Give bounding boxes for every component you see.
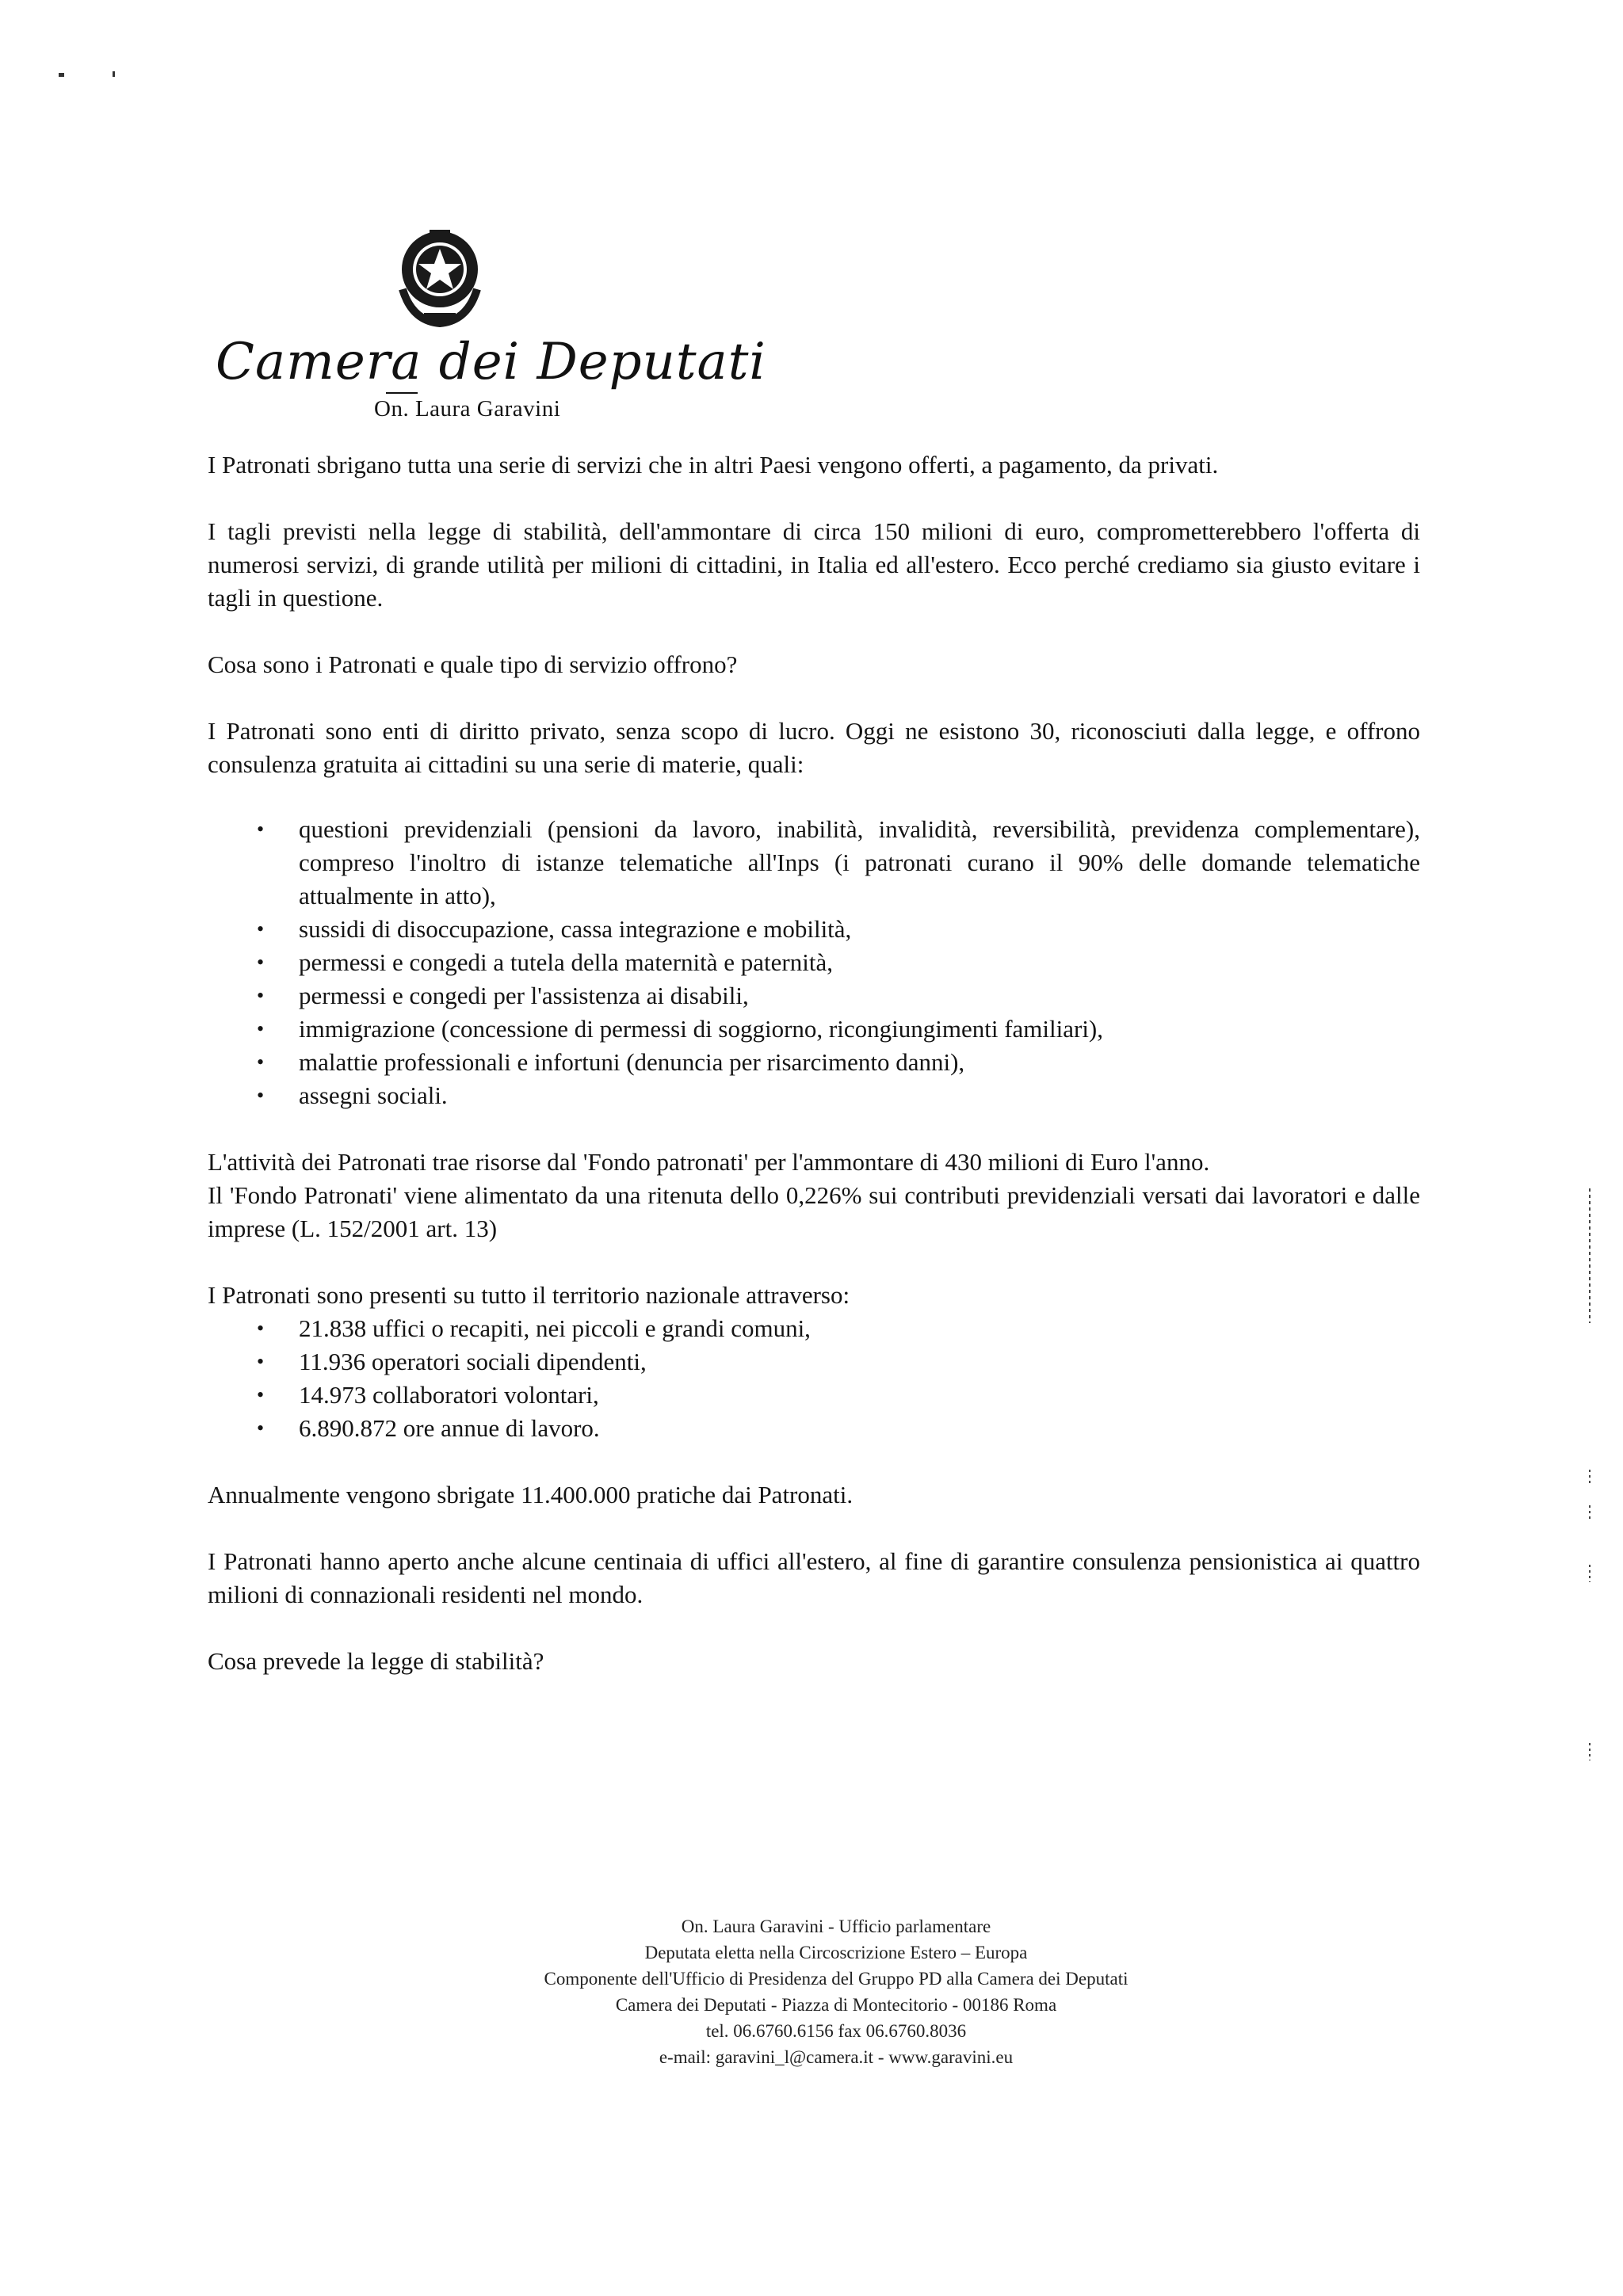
footer-line: tel. 06.6760.6156 fax 06.6760.8036 — [705, 2021, 967, 2041]
list-item: • malattie professionali e infortuni (denuncia per risarcimento danni), — [208, 1046, 1420, 1079]
paragraph: I Patronati sono presenti su tutto il territorio nazionale attraverso: — [208, 1281, 850, 1309]
footer-line: Deputata eletta nella Circoscrizione Estero – Europa — [644, 1943, 1028, 1962]
section-question: Cosa prevede la legge di stabilità? — [208, 1647, 544, 1675]
sender-name: On. Laura Garavini — [374, 396, 561, 421]
list-item: • permessi e congedi per l'assistenza ai disabili, — [208, 979, 1420, 1013]
list-item: • 14.973 collaboratori volontari, — [208, 1379, 1420, 1412]
svg-text:Camera dei Deputati: Camera dei Deputati — [216, 333, 766, 391]
emblem-icon — [380, 214, 499, 333]
list-item: • permessi e congedi a tutela della maternità e paternità, — [208, 946, 1420, 979]
presence-list — [208, 1312, 1420, 1445]
list-item: • immigrazione (concessione di permessi di soggiorno, ricongiungimenti familiari), — [208, 1013, 1420, 1046]
list-item: • 6.890.872 ore annue di lavoro. — [208, 1412, 1420, 1445]
paragraph: I Patronati hanno aperto anche alcune centinaia di uffici all'estero, al fine di garantire consulenza pensionistica ai quattro milioni di connazionali residenti nel mondo. — [208, 1547, 1420, 1608]
paragraph: I Patronati sbrigano tutta una serie di servizi che in altri Paesi vengono offerti, a pagamento, da privati. — [208, 451, 1219, 479]
paragraph: I Patronati sono enti di diritto privato, senza scopo di lucro. Oggi ne esistono 30, riconosciuti dalla legge, e offrono consulenza gratuita ai cittadini su una serie di materie, quali: — [208, 717, 1420, 778]
paragraph: L'attività dei Patronati trae risorse dal 'Fondo patronati' per l'ammontare di 430 milioni di Euro l'anno. — [208, 1148, 1210, 1176]
bullet-icon: • — [257, 1383, 265, 1406]
footer-line: Componente dell'Ufficio di Presidenza del Gruppo PD alla Camera dei Deputati — [544, 1969, 1128, 1989]
footer-line: e-mail: garavini_l@camera.it - www.garavini.eu — [659, 2047, 1014, 2067]
letterhead-footer — [317, 1913, 1355, 2070]
bullet-icon: • — [257, 1350, 265, 1373]
list-item: • assegni sociali. — [208, 1079, 1420, 1112]
paragraph: I tagli previsti nella legge di stabilità, dell'ammontare di circa 150 milioni di euro, comprometterebbero l'offerta di numerosi servizi, di grande utilità per milioni di cittadini, in Italia ed all'estero. Ecco perché crediamo sia giusto evitare i tagli in questione. — [208, 517, 1420, 612]
scan-speck — [59, 73, 64, 77]
scan-edge-dots — [1589, 1188, 1591, 1323]
bullet-icon: • — [257, 1084, 265, 1107]
scan-speck — [113, 71, 115, 77]
scan-edge-dots — [1589, 1565, 1591, 1582]
camera-dei-deputati-logo — [208, 317, 766, 404]
services-list — [208, 813, 1420, 1112]
scan-edge-dots — [1589, 1470, 1591, 1486]
bullet-icon: • — [257, 1051, 265, 1074]
bullet-icon: • — [257, 1317, 265, 1340]
footer-line: On. Laura Garavini - Ufficio parlamentare — [681, 1917, 991, 1936]
bullet-icon: • — [257, 984, 265, 1007]
bullet-icon: • — [257, 1017, 265, 1040]
scan-edge-dots — [1589, 1743, 1591, 1760]
scan-edge-dots — [1589, 1505, 1591, 1521]
letter-body — [208, 448, 1420, 1678]
paragraph: Il 'Fondo Patronati' viene alimentato da una ritenuta dello 0,226% sui contributi previdenziali versati dai lavoratori e dalle imprese (L. 152/2001 art. 13) — [208, 1181, 1420, 1242]
bullet-icon: • — [257, 917, 265, 940]
paragraph: Annualmente vengono sbrigate 11.400.000 pratiche dai Patronati. — [208, 1481, 854, 1508]
footer-line: Camera dei Deputati - Piazza di Montecitorio - 00186 Roma — [615, 1995, 1057, 2015]
list-item: • 21.838 uffici o recapiti, nei piccoli e grandi comuni, — [208, 1312, 1420, 1345]
list-item: • questioni previdenziali (pensioni da lavoro, inabilità, invalidità, reversibilità, previdenza complementare), compreso l'inoltro di istanze telematiche all'Inps (i patronati curano il 90% delle domande telematiche attualmente in atto), — [208, 813, 1420, 913]
bullet-icon: • — [257, 1417, 265, 1440]
list-item: • 11.936 operatori sociali dipendenti, — [208, 1345, 1420, 1379]
section-question: Cosa sono i Patronati e quale tipo di servizio offrono? — [208, 650, 738, 678]
bullet-icon: • — [257, 818, 265, 841]
bullet-icon: • — [257, 951, 265, 974]
list-item: • sussidi di disoccupazione, cassa integrazione e mobilità, — [208, 913, 1420, 946]
